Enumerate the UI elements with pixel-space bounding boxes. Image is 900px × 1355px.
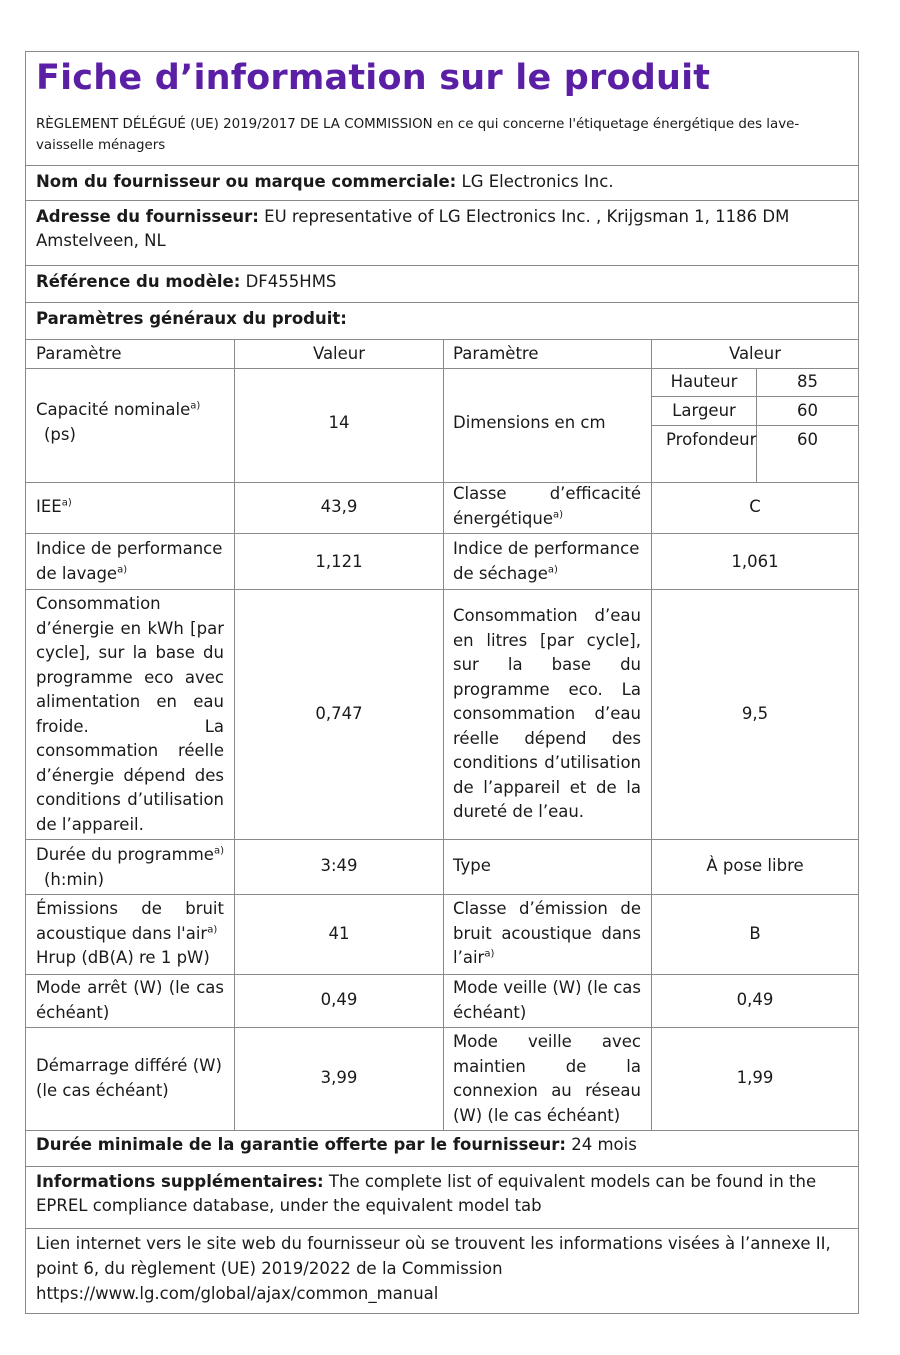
dimension-value-height: 85 <box>797 372 818 391</box>
divider <box>26 839 858 840</box>
divider <box>26 302 858 303</box>
model-reference-row <box>36 270 848 294</box>
model-reference-label: Référence du modèle: <box>36 272 241 291</box>
value-networked-standby: 1,99 <box>736 1068 774 1087</box>
value-noise-class: B <box>749 924 761 943</box>
param-energy-class: Classe d’efficacité énergétique$^{a)}$ <box>453 484 641 528</box>
param-dimensions: Dimensions en cm <box>453 413 606 432</box>
divider <box>26 265 858 266</box>
divider <box>26 1166 858 1167</box>
product-information-sheet <box>25 51 859 1314</box>
param-rated-capacity: Capacité nominale$^{a)}$ (ps) <box>36 400 201 444</box>
divider <box>26 200 858 201</box>
page-title: Fiche d’information sur le produit <box>36 58 711 98</box>
divider <box>26 533 858 534</box>
dimension-value-depth: 60 <box>797 430 818 449</box>
value-standby-mode: 0,49 <box>736 990 774 1009</box>
param-off-mode: Mode arrêt (W) (le cas échéant) <box>36 978 224 1022</box>
supplier-address-label: Adresse du fournisseur: <box>36 207 259 226</box>
param-type: Type <box>453 856 491 875</box>
table-header: Valeur <box>728 344 782 363</box>
table-header: Valeur <box>312 344 366 363</box>
supplier-address-value: EU representative of LG Electronics Inc. , Krijgsman 1, 1186 DM Amstelveen, NL <box>36 207 790 250</box>
divider <box>26 482 858 483</box>
model-reference-value: DF455HMS <box>245 272 337 291</box>
warranty-label: Durée minimale de la garantie offerte par le fournisseur: <box>36 1135 566 1154</box>
divider <box>26 894 858 895</box>
table-header: Paramètre <box>453 344 539 363</box>
column-divider <box>443 339 444 1130</box>
divider <box>26 974 858 975</box>
param-eei: IEE$^{a)}$ <box>36 497 72 516</box>
regulation-reference: RÈGLEMENT DÉLÉGUÉ (UE) 2019/2017 DE LA COMMISSION en ce qui concerne l'étiquetage énergétique des lave-vaisselle ménagers <box>36 117 800 153</box>
value-drying-index: 1,061 <box>731 552 779 571</box>
supplier-address-row <box>36 205 848 253</box>
value-cleaning-index: 1,121 <box>315 552 363 571</box>
section-header: Paramètres généraux du produit: <box>36 309 347 328</box>
warranty-value: 24 mois <box>571 1135 637 1154</box>
divider <box>26 589 858 590</box>
additional-info-label: Informations supplémentaires: <box>36 1172 324 1191</box>
param-programme-duration: Durée du programme$^{a)}$ (h:min) <box>36 845 224 889</box>
warranty-row <box>36 1133 848 1157</box>
supplier-name-value: LG Electronics Inc. <box>461 172 614 191</box>
dimension-value-width: 60 <box>797 401 818 420</box>
supplier-name-label: Nom du fournisseur ou marque commerciale: <box>36 172 457 191</box>
param-delay-start: Démarrage différé (W) (le cas échéant) <box>36 1056 222 1100</box>
value-energy-class: C <box>749 497 761 516</box>
dimension-label-height: Hauteur <box>670 372 738 391</box>
divider <box>26 368 858 369</box>
divider <box>26 1228 858 1229</box>
value-energy-consumption: 0,747 <box>315 704 363 723</box>
value-eei: 43,9 <box>320 497 358 516</box>
value-type: À pose libre <box>706 856 804 875</box>
divider <box>26 1130 858 1131</box>
dimension-label-depth: Profondeur <box>666 430 757 449</box>
param-energy-consumption: Consommation d’énergie en kWh [par cycle], sur la base du programme eco avec alimentation en eau froide. La consommation réelle d’énergie dépend des conditions d’utilisation de l’appareil. <box>36 594 224 834</box>
param-drying-index: Indice de performance de séchage$^{a)}$ <box>453 539 640 583</box>
additional-info-row <box>36 1170 848 1218</box>
dimension-label-width: Largeur <box>672 401 736 420</box>
additional-info-value: The complete list of equivalent models can be found in the EPREL compliance database, under the equivalent model tab <box>36 1172 817 1215</box>
param-networked-standby: Mode veille avec maintien de la connexion au réseau (W) (le cas échéant) <box>453 1032 641 1125</box>
divider <box>652 425 858 426</box>
param-water-consumption: Consommation d’eau en litres [par cycle], sur la base du programme eco. La consommation d’eau réelle dépend des conditions d’utilisation de l’appareil et de la dureté de l’eau. <box>453 606 641 821</box>
value-rated-capacity: 14 <box>328 413 350 432</box>
param-standby-mode: Mode veille (W) (le cas échéant) <box>453 978 641 1022</box>
supplier-name-row <box>36 170 848 194</box>
supplier-website-link[interactable]: Lien internet vers le site web du fournisseur où se trouvent les informations visées à l’annexe II, point 6, du règlement (UE) 2019/2022 de la Commission https://www.lg.com/global/ajax/common_manual <box>36 1234 831 1303</box>
value-noise-emission: 41 <box>328 924 350 943</box>
divider <box>26 165 858 166</box>
param-noise-emission: Émissions de bruit acoustique dans l'air$^{a)}$ Hrup (dB(A) re 1 pW) <box>36 899 224 967</box>
value-water-consumption: 9,5 <box>741 704 769 723</box>
table-header: Paramètre <box>36 344 122 363</box>
value-programme-duration: 3:49 <box>320 856 358 875</box>
divider <box>652 396 858 397</box>
divider <box>26 339 858 340</box>
param-cleaning-index: Indice de performance de lavage$^{a)}$ <box>36 539 223 583</box>
value-delay-start: 3,99 <box>320 1068 358 1087</box>
param-noise-class: Classe d’émission de bruit acoustique dans l’air$^{a)}$ <box>453 899 641 967</box>
value-off-mode: 0,49 <box>320 990 358 1009</box>
divider <box>26 1027 858 1028</box>
